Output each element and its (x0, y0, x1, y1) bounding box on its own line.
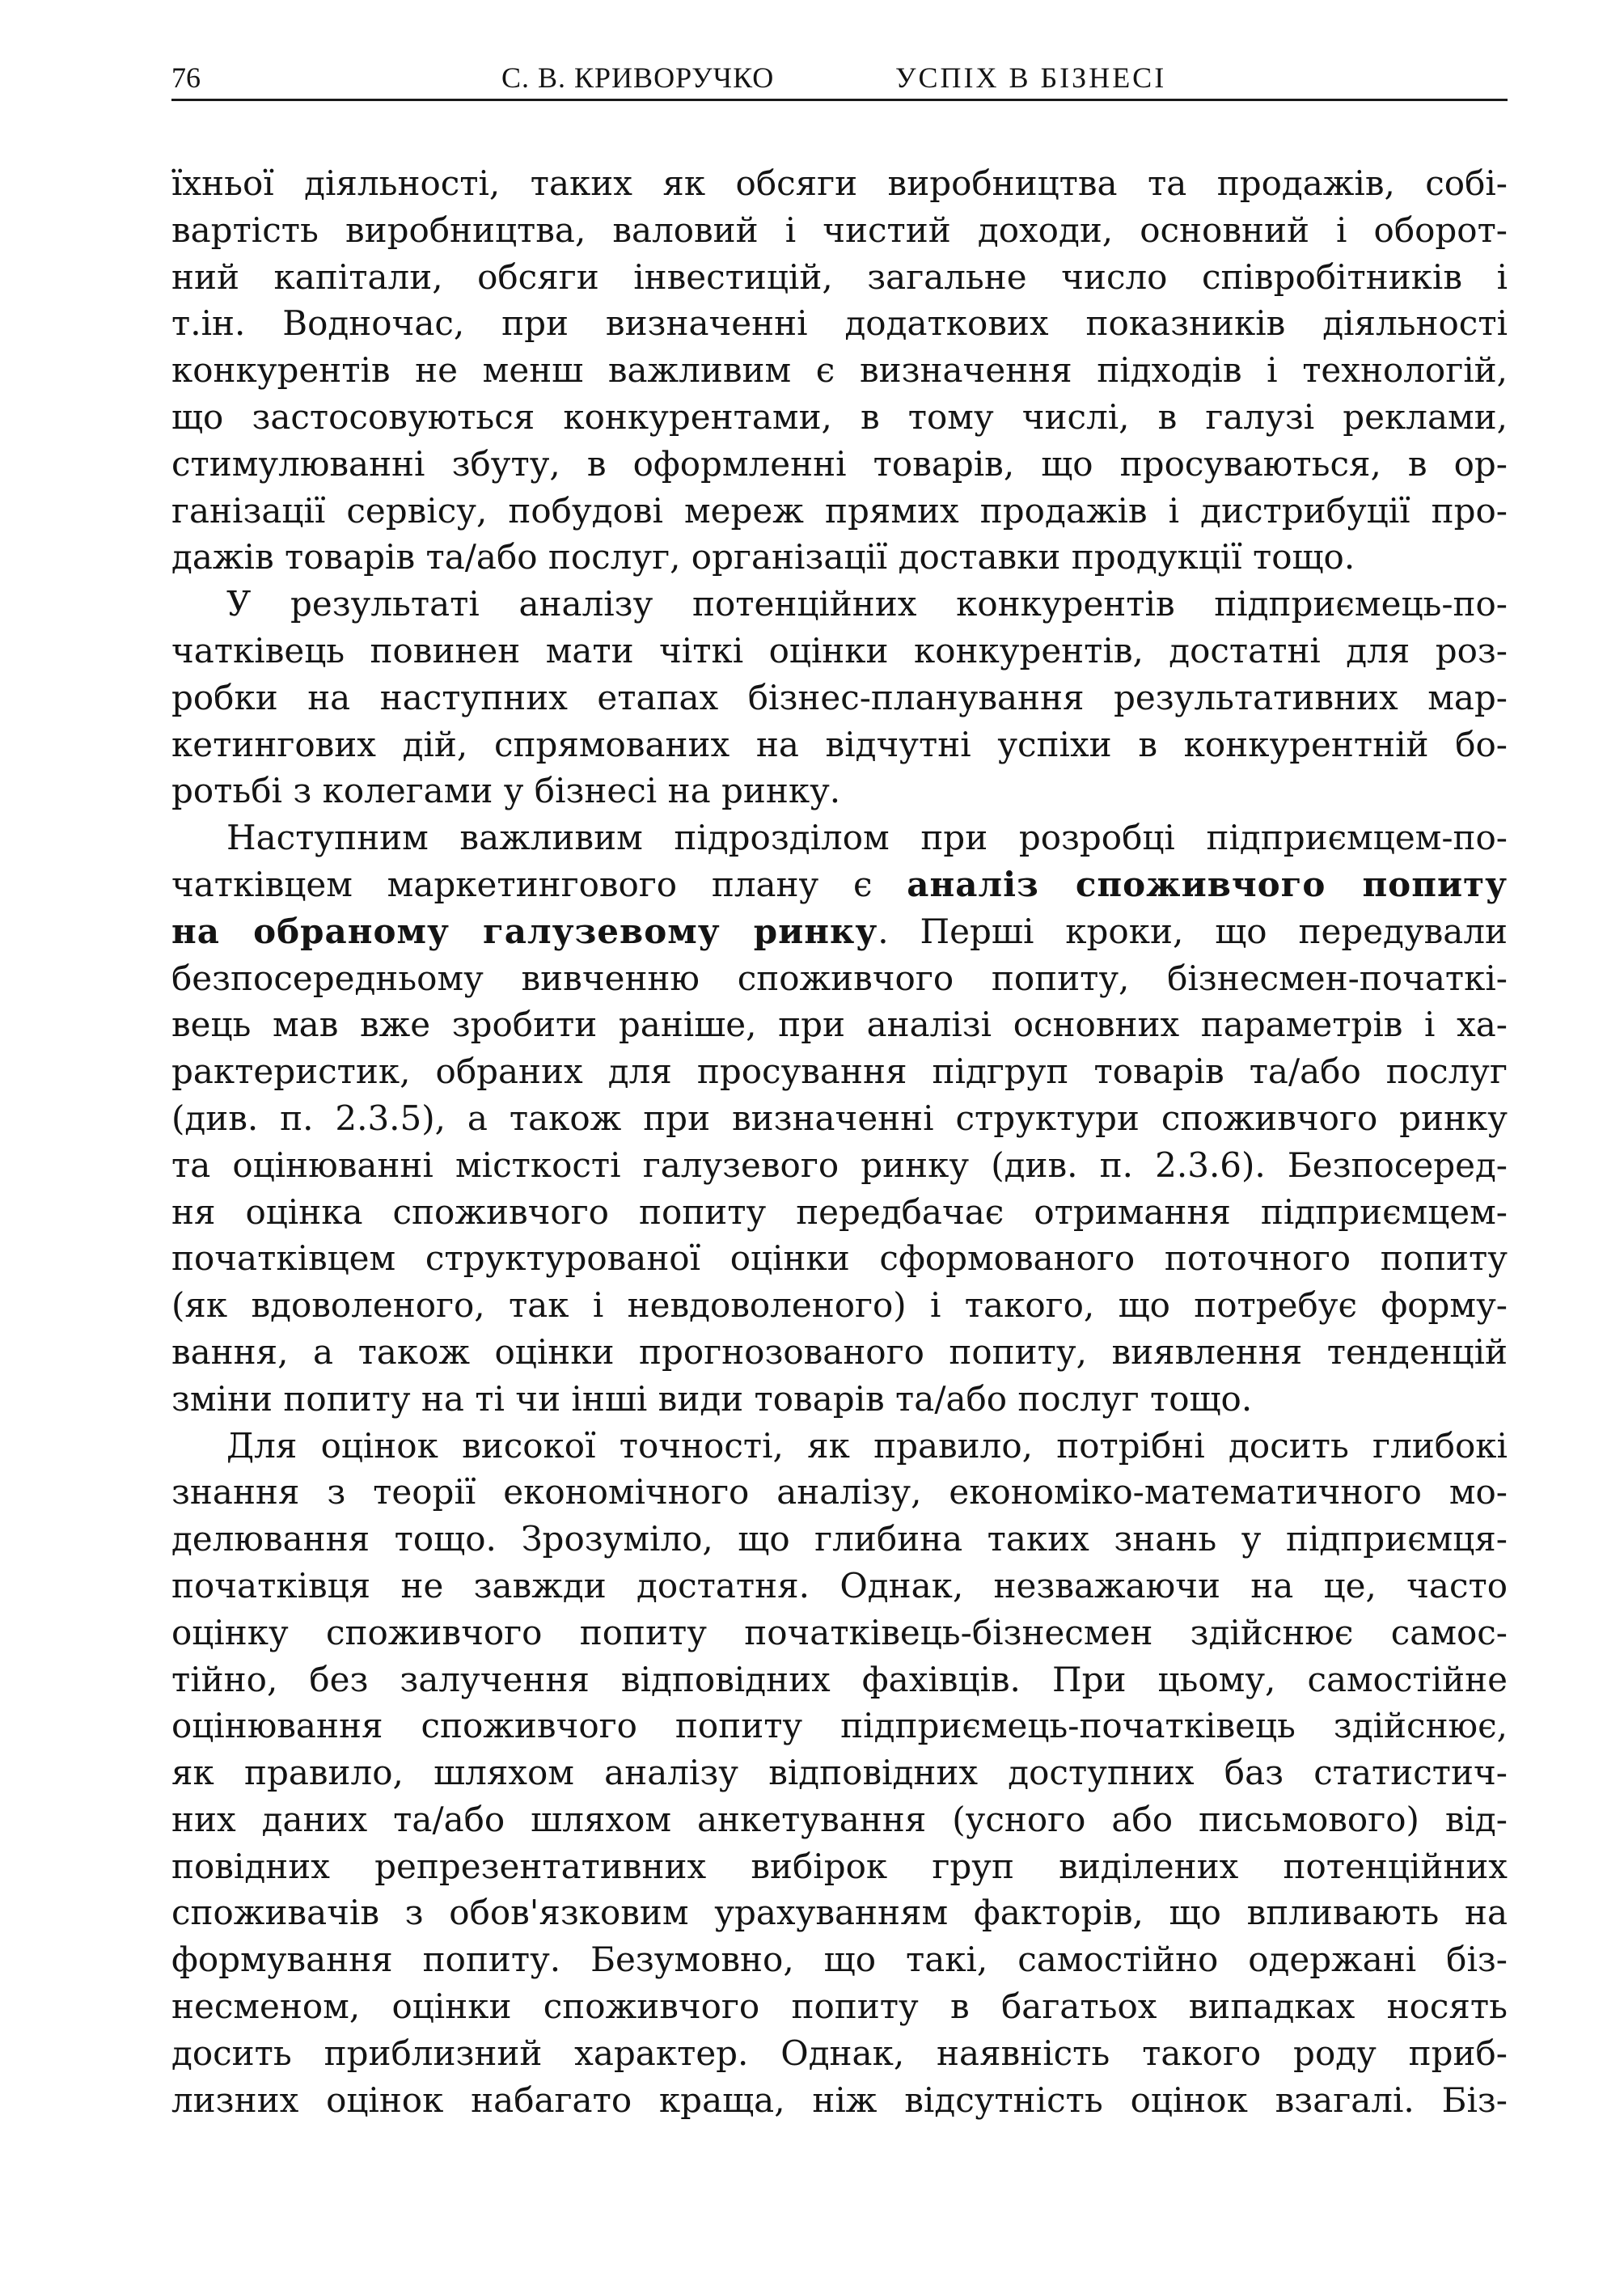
page-number: 76 (171, 61, 201, 94)
text-line: рактеристик, обраних для просування підгруп товарів та/або послуг (171, 1051, 1508, 1092)
text-line: лизних оцінок набагато краща, ніж відсутність оцінок взагалі. Біз- (171, 2079, 1508, 2120)
text-line: чатківець повинен мати чіткі оцінки конкурентів, достатні для роз- (171, 630, 1508, 671)
text-line: початківця не завжди достатня. Однак, незважаючи на це, часто (171, 1565, 1508, 1606)
text-line: формування попиту. Безумовно, що такі, самостійно одержані біз- (171, 1940, 1508, 1980)
text-line: ротьбі з колегами у бізнесі на ринку. (171, 771, 841, 811)
text-line: та оцінюванні місткості галузевого ринку (див. п. 2.3.6). Безпосеред- (171, 1144, 1508, 1185)
text-line: робки на наступних етапах бізнес-планування результативних мар- (171, 677, 1508, 717)
text-line: як правило, шляхом аналізу відповідних доступних баз статистич- (171, 1753, 1508, 1793)
text-line: (як вдоволеного, так і невдоволеного) і такого, що потребує форму- (171, 1285, 1508, 1326)
text-line: делювання тощо. Зрозуміло, що глибина таких знань у підприємця- (171, 1519, 1508, 1559)
text-line: (див. п. 2.3.5), а також при визначенні структури споживчого ринку (171, 1098, 1508, 1138)
text-line: повідних репрезентативних вибірок груп виділених потенційних (171, 1846, 1508, 1886)
text-line: оцінку споживчого попиту початківець-бізнесмен здійснює самос- (171, 1612, 1508, 1652)
text-line: ний капітали, обсяги інвестицій, загальне число співробітників і (171, 256, 1508, 297)
text-line: оцінювання споживчого попиту підприємець-початківець здійснює, (171, 1706, 1508, 1746)
text-line: них даних та/або шляхом анкетування (усного або письмового) від- (171, 1799, 1508, 1839)
text-line: вартість виробництва, валовий і чистий доходи, основний і оборот- (171, 209, 1508, 250)
bold-term: на обраному галузевому ринку (171, 911, 878, 951)
text-line: Наступним важливим підрозділом при розробці підприємцем-по- (226, 818, 1508, 858)
text-line: початківцем структурованої оцінки сформованого поточного попиту (171, 1238, 1508, 1279)
text-line: т.ін. Водночас, при визначенні додаткових показників діяльності (171, 303, 1508, 344)
text-line: що застосовуються конкурентами, в тому числі, в галузі реклами, (171, 396, 1508, 437)
text-line: безпосередньому вивченню споживчого попиту, бізнесмен-початкі- (171, 958, 1508, 998)
text-line: вець мав вже зробити раніше, при аналізі основних параметрів і ха- (171, 1005, 1508, 1045)
text-line: їхньої діяльності, таких як обсяги виробництва та продажів, собі- (171, 163, 1508, 203)
text-line: кетингових дій, спрямованих на відчутні успіхи в конкурентній бо- (171, 724, 1508, 764)
text-line: ня оцінка споживчого попиту передбачає отримання підприємцем- (171, 1191, 1508, 1232)
text-line: стимулюванні збуту, в оформленні товарів, що просуваються, в ор- (171, 443, 1508, 484)
text-line: вання, а також оцінки прогнозованого попиту, виявлення тенденцій (171, 1331, 1508, 1372)
text-line: Для оцінок високої точності, як правило, потрібні досить глибокі (226, 1425, 1508, 1466)
body-text (171, 160, 1508, 2123)
text-line (171, 908, 1508, 955)
text-line: дажів товарів та/або послуг, організації доставки продукції тощо. (171, 537, 1355, 577)
text-line: досить приблизний характер. Однак, наявність такого роду приб- (171, 2033, 1508, 2073)
header-author: С. В. КРИВОРУЧКО (501, 61, 775, 94)
text-line: тійно, без залучення відповідних фахівців. При цьому, самостійне (171, 1659, 1508, 1699)
text-line: споживачів з обов'язковим урахуванням факторів, що впливають на (171, 1893, 1508, 1933)
running-header (171, 57, 1508, 101)
text-line (171, 861, 1508, 908)
text-line: конкурентів не менш важливим є визначення підходів і технологій, (171, 350, 1508, 391)
text-run: чатківцем маркетингового плану є (171, 864, 907, 904)
bold-term: аналіз споживчого попиту (907, 864, 1508, 904)
header-book-title: УСПІХ В БІЗНЕСІ (895, 61, 1167, 94)
text-line: зміни попиту на ті чи інші види товарів та/або послуг тощо. (171, 1378, 1253, 1419)
text-line: несменом, оцінки споживчого попиту в багатьох випадках носять (171, 1986, 1508, 2027)
text-run: . Перші кроки, що передували (878, 911, 1508, 951)
text-line: У результаті аналізу потенційних конкурентів підприємець-по- (226, 584, 1508, 624)
text-line: знання з теорії економічного аналізу, економіко-математичного мо- (171, 1472, 1508, 1512)
text-line: ганізації сервісу, побудові мереж прямих продажів і дистрибуції про- (171, 490, 1508, 531)
